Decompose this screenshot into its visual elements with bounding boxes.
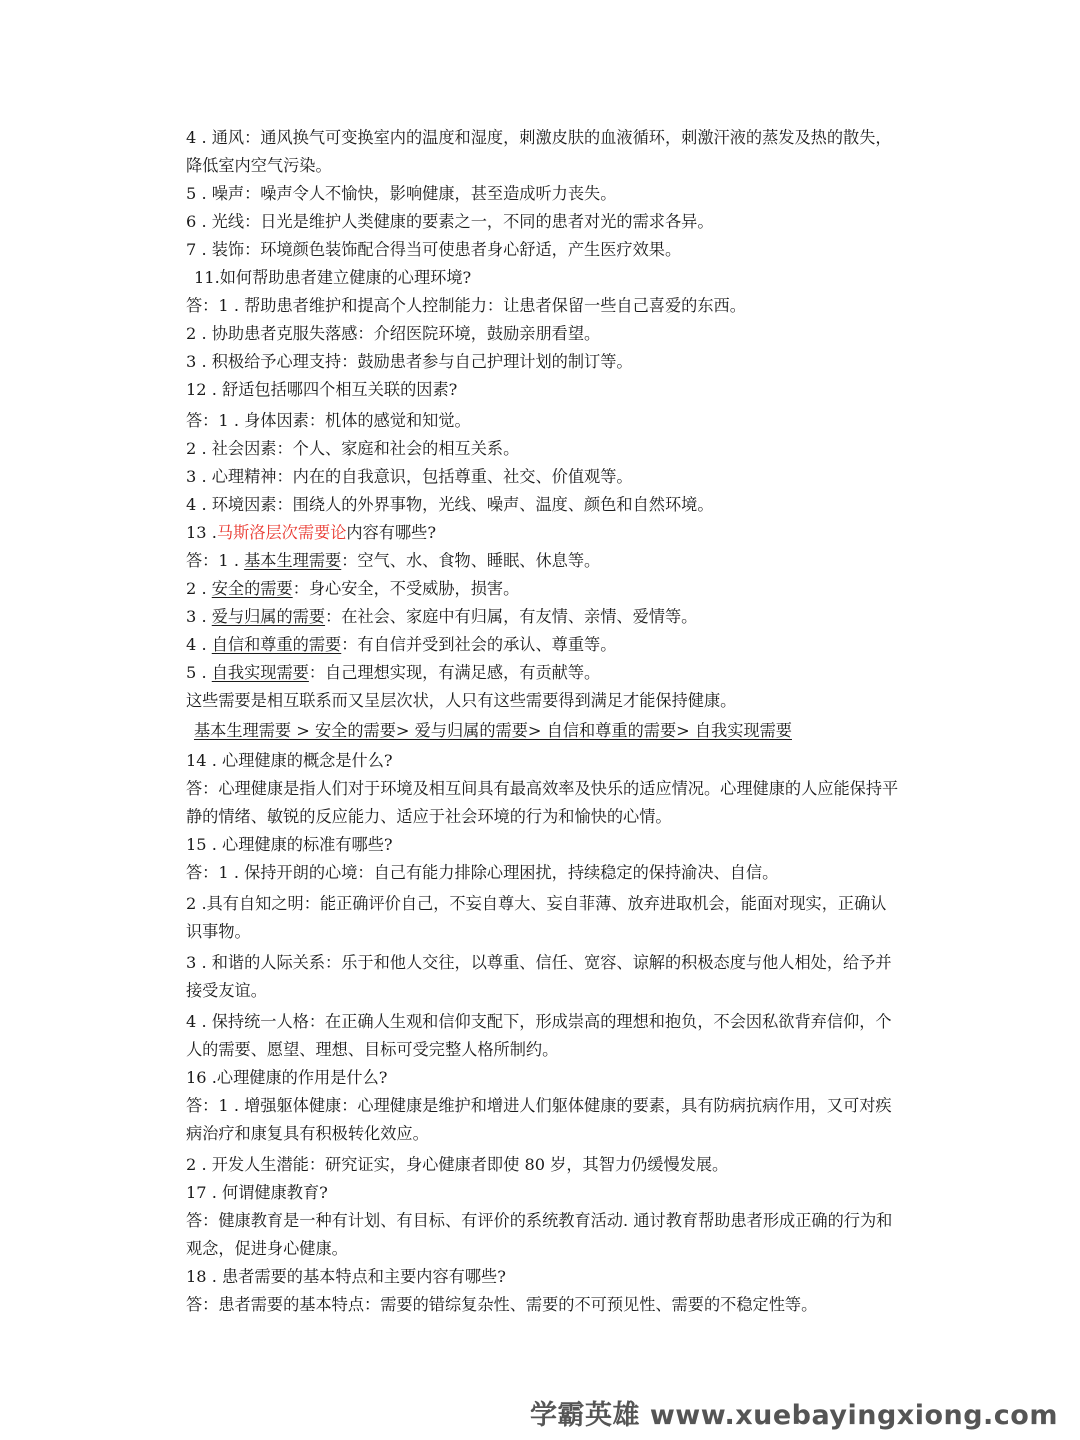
item-prefix: 4 . <box>186 635 212 654</box>
item-prefix: 3 . <box>186 607 212 626</box>
question-12: 12 . 舒适包括哪四个相互关联的因素? <box>186 380 458 399</box>
question-17: 17 . 何谓健康教育? <box>186 1183 328 1202</box>
answer-16-item-2: 2 . 开发人生潜能：研究证实，身心健康者即使 80 岁，其智力仍缓慢发展。 <box>186 1155 729 1174</box>
site-watermark: 学霸英雄 www.xuebayingxiong.com <box>529 1400 1058 1431</box>
answer-13-item-3 <box>186 603 902 631</box>
maslow-highlight: 马斯洛层次需要论 <box>216 523 347 542</box>
answer-15-item-2: 2 .具有自知之明：能正确评价自己，不妄自尊大、妄自菲薄、放弃进取机会，能面对现实，正确认识事物。 <box>186 894 887 941</box>
need-esteem: 自信和尊重的需要 <box>211 635 342 654</box>
answer-13-item-5 <box>186 659 902 687</box>
answer-13-item-4 <box>186 631 902 659</box>
answer-15-item-3: 3 . 和谐的人际关系：乐于和他人交往，以尊重、信任、宽容、谅解的积极态度与他人相处，给予并接受友谊。 <box>186 953 892 1000</box>
answer-13-summary: 这些需要是相互联系而又呈层次状，人只有这些需要得到满足才能保持健康。 <box>186 691 737 710</box>
answer-12-item-4: 4 . 环境因素：围绕人的外界事物，光线、噪声、温度、颜色和自然环境。 <box>186 495 714 514</box>
answer-16-item-1: 答：1 . 增强躯体健康：心理健康是维护和增进人们躯体健康的要素，具有防病抗病作用，又可对疾病治疗和康复具有积极转化效应。 <box>186 1096 892 1143</box>
answer-11-item-2: 2 . 协助患者克服失落感：介绍医院环境，鼓励亲朋看望。 <box>186 324 601 343</box>
answer-15-item-1: 答：1 . 保持开朗的心境：自己有能力排除心理困扰，持续稳定的保持渝决、自信。 <box>186 863 779 882</box>
question-13 <box>186 519 902 547</box>
need-self-actualization: 自我实现需要 <box>211 663 309 682</box>
question-15: 15 . 心理健康的标准有哪些? <box>186 835 393 854</box>
question-11: 11.如何帮助患者建立健康的心理环境? <box>194 268 472 287</box>
item-prefix: 5 . <box>186 663 212 682</box>
hierarchy-text: 基本生理需要 > 安全的需要> 爱与归属的需要> 自信和尊重的需要> 自我实现需要 <box>194 721 792 740</box>
answer-12-item-2: 2 . 社会因素：个人、家庭和社会的相互关系。 <box>186 439 520 458</box>
answer-14: 答：心理健康是指人们对于环境及相互间具有最高效率及快乐的适应情况。心理健康的人应能保持平静的情绪、敏锐的反应能力、适应于社会环境的行为和愉快的心情。 <box>186 779 899 826</box>
paragraph-light: 6 . 光线：日光是维护人类健康的要素之一，不同的患者对光的需求各异。 <box>186 212 714 231</box>
document-body <box>186 124 902 1319</box>
answer-12-item-3: 3 . 心理精神：内在的自我意识，包括尊重、社交、价值观等。 <box>186 467 633 486</box>
item-text: ：在社会、家庭中有归属，有友情、亲情、爱情等。 <box>325 607 698 626</box>
item-text: ：空气、水、食物、睡眠、休息等。 <box>341 551 601 570</box>
item-text: ：自己理想实现，有满足感，有贡献等。 <box>308 663 601 682</box>
answer-13-item-1 <box>186 547 902 575</box>
question-13-text: 内容有哪些? <box>346 523 437 542</box>
item-prefix: 答：1 . <box>186 551 245 570</box>
answer-12-item-1: 答：1 . 身体因素：机体的感觉和知觉。 <box>186 411 471 430</box>
need-safety: 安全的需要 <box>211 579 293 598</box>
answer-11-item-3: 3 . 积极给予心理支持：鼓励患者参与自己护理计划的制订等。 <box>186 352 633 371</box>
need-love-belonging: 爱与归属的需要 <box>211 607 326 626</box>
question-13-number: 13 . <box>186 523 217 542</box>
question-18: 18 . 患者需要的基本特点和主要内容有哪些? <box>186 1267 506 1286</box>
answer-18: 答：患者需要的基本特点：需要的错综复杂性、需要的不可预见性、需要的不稳定性等。 <box>186 1295 818 1314</box>
paragraph-decoration: 7 . 装饰：环境颜色装饰配合得当可使患者身心舒适，产生医疗效果。 <box>186 240 682 259</box>
question-14: 14 . 心理健康的概念是什么? <box>186 751 393 770</box>
question-16: 16 .心理健康的作用是什么? <box>186 1068 388 1087</box>
answer-13-item-2 <box>186 575 902 603</box>
paragraph-noise: 5 . 噪声：噪声令人不愉快，影响健康，甚至造成听力丧失。 <box>186 184 617 203</box>
need-physiological: 基本生理需要 <box>244 551 342 570</box>
paragraph-ventilation: 4 . 通风：通风换气可变换室内的温度和湿度，刺激皮肤的血液循环，刺激汗液的蒸发及热的散失，降低室内空气污染。 <box>186 128 892 175</box>
answer-11-item-1: 答：1 . 帮助患者维护和提高个人控制能力：让患者保留一些自己喜爱的东西。 <box>186 296 746 315</box>
item-prefix: 2 . <box>186 579 212 598</box>
answer-17: 答：健康教育是一种有计划、有目标、有评价的系统教育活动. 通讨教育帮助患者形成正确的行为和观念，促进身心健康。 <box>186 1211 893 1258</box>
item-text: ：有自信并受到社会的承认、尊重等。 <box>341 635 617 654</box>
item-text: ：身心安全，不受威胁，损害。 <box>292 579 520 598</box>
needs-hierarchy <box>186 717 902 745</box>
answer-15-item-4: 4 . 保持统一人格：在正确人生观和信仰支配下，形成崇高的理想和抱负，不会因私欲背弃信仰，个人的需要、愿望、理想、目标可受完整人格所制约。 <box>186 1012 892 1059</box>
